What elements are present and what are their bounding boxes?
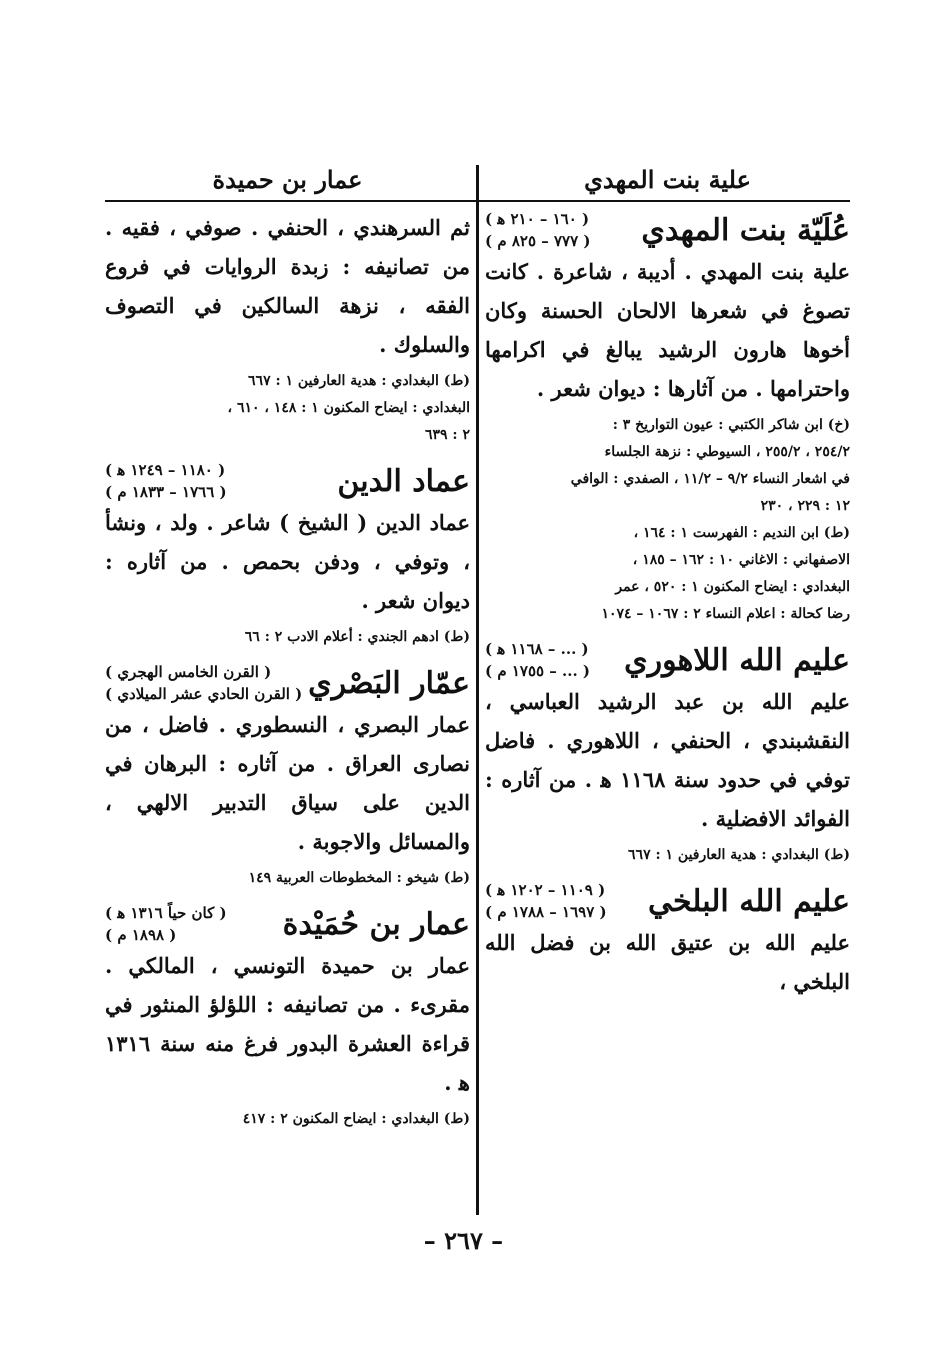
continued-references	[105, 368, 470, 449]
continued-entry	[105, 208, 470, 449]
entry-text: علية بنت المهدي . أديبة ، شاعرة . كانت تصوغ في شعرها الالحان الحسنة وكان أخوها هارون الرشيد يبالغ في اكرامها واحترامها . من آثارها : ديوان شعر .	[485, 259, 850, 401]
entry-text: عليم الله بن عبد الرشيد العباسي ، النقشبندي ، الحنفي ، اللاهوري . فاضل توفي في حدود سنة ١١٦٨ ﻫ . من آثاره : الفوائد الافضلية .	[485, 689, 850, 831]
entry-ammar-basri	[105, 661, 470, 892]
reference-line: رضا كحالة : اعلام النساء ٢ : ١٠٦٧ – ١٠٧٤	[601, 606, 850, 622]
left-column-header: عمار بن حميدة	[212, 165, 363, 194]
entry-name: عليم الله اللاهوري	[624, 642, 850, 678]
entry-name: عمار بن حُمَيْدة	[282, 906, 470, 942]
entry-heading	[485, 208, 850, 252]
entry-dates	[105, 902, 227, 946]
entry-references	[105, 1106, 470, 1133]
page-number: – ٢٦٧ –	[423, 1226, 504, 1255]
gregorian-date: ( ... – ١٧٥٥ م )	[485, 662, 591, 680]
reference-line: البغدادي : ايضاح المكنون ١ : ٥٢٠ ، عمر	[615, 579, 850, 595]
entry-references	[105, 865, 470, 892]
entry-name: عماد الدين	[337, 463, 470, 499]
right-column-header: علية بنت المهدي	[584, 165, 751, 194]
reference-line: ٢ : ٦٣٩	[424, 427, 470, 443]
left-column	[105, 160, 470, 1143]
entry-heading	[105, 459, 470, 503]
hijri-date: ( القرن الخامس الهجري )	[105, 663, 272, 681]
hijri-date: ( ١١٠٩ – ١٢٠٢ ﻫ )	[485, 881, 606, 899]
hijri-date: ( ... – ١١٦٨ ﻫ )	[485, 640, 589, 658]
entry-dates	[105, 459, 227, 503]
reference-line: (ط) البغدادي : هدية العارفين ١ : ٦٦٧	[248, 373, 470, 389]
gregorian-date: ( القرن الحادي عشر الميلادي )	[105, 685, 303, 703]
entry-heading	[485, 638, 850, 682]
reference-line: (ط) البغدادي : ايضاح المكنون ٢ : ٤١٧	[242, 1111, 470, 1127]
reference-line: (ط) ادهم الجندي : أعلام الادب ٢ : ٦٦	[244, 629, 470, 645]
entry-text: عماد الدين ( الشيخ ) شاعر . ولد ، ونشأ ، وتوفي ، ودفن بحمص . من آثاره : ديوان شعر .	[105, 510, 470, 613]
hijri-date: ( ١١٨٠ – ١٢٤٩ ﻫ )	[105, 461, 226, 479]
entry-heading	[485, 879, 850, 923]
entry-dates	[485, 638, 590, 682]
gregorian-date: ( ١٨٩٨ م )	[105, 926, 177, 944]
entry-dates	[485, 879, 607, 923]
gregorian-date: ( ١٦٩٧ – ١٧٨٨ م )	[485, 903, 607, 921]
reference-line: (ط) ابن النديم : الفهرست ١ : ١٦٤ ،	[633, 525, 850, 541]
reference-line: الاصفهاني : الاغاني ١٠ : ١٦٢ – ١٨٥ ،	[632, 552, 850, 568]
entry-alimullah-balkhi	[485, 879, 850, 1001]
reference-line: ٢٥٤/٢ ، ٢٥٥/٢ ، السيوطي : نزهة الجلساء	[604, 444, 850, 460]
reference-line: ١٢ : ٢٢٩ ، ٢٣٠	[760, 498, 850, 514]
gregorian-date: ( ١٧٦٦ – ١٨٣٣ م )	[105, 483, 227, 501]
entry-references	[485, 412, 850, 628]
reference-line: (ط) شيخو : المخطوطات العربية ١٤٩	[248, 870, 470, 886]
entry-heading	[105, 902, 470, 946]
entry-references	[105, 624, 470, 651]
entry-ammar-ibn-humayda	[105, 902, 470, 1133]
entry-text: عمار البصري ، النسطوري . فاضل ، من نصارى العراق . من آثاره : البرهان في الدين على سياق التدبير الالهي ، والمسائل والاجوبة .	[105, 712, 470, 854]
entry-olayya	[485, 208, 850, 628]
entry-text: عليم الله بن عتيق الله بن فضل الله البلخي ،	[485, 930, 850, 994]
hijri-date: ( ١٦٠ – ٢١٠ ﻫ )	[485, 210, 590, 228]
right-column	[485, 160, 850, 1001]
reference-line: (ط) البغدادي : هدية العارفين ١ : ٦٦٧	[628, 847, 850, 863]
entry-name: عمّار البَصْري	[308, 665, 470, 701]
entry-alimullah-lahori	[485, 638, 850, 869]
entry-dates	[105, 661, 302, 705]
entry-name: عليم الله البلخي	[647, 883, 850, 919]
entry-heading	[105, 661, 470, 705]
hijri-date: ( كان حياً ١٣١٦ ﻫ )	[105, 904, 227, 922]
column-divider	[476, 165, 479, 1215]
entry-text: عمار بن حميدة التونسي ، المالكي . مقرىء . من تصانيفه : اللؤلؤ المنثور في قراءة العشرة البدور فرغ منه سنة ١٣١٦ ﻫ .	[105, 953, 470, 1095]
entry-dates	[485, 208, 590, 252]
continued-text: ثم السرهندي ، الحنفي . صوفي ، فقيه . من تصانيفه : زبدة الروايات في فروع الفقه ، نزهة السالكين في التصوف والسلوك .	[105, 215, 470, 357]
reference-line: البغدادي : ايضاح المكنون ١ : ١٤٨ ، ٦١٠ ،	[227, 400, 470, 416]
reference-line: في اشعار النساء ٩/٢ – ١١/٢ ، الصفدي : الوافي	[570, 471, 850, 487]
entry-imad-al-din	[105, 459, 470, 651]
right-header-rule	[479, 200, 850, 202]
gregorian-date: ( ٧٧٧ – ٨٢٥ م )	[485, 232, 591, 250]
reference-line: (خ) ابن شاكر الكتبي : عيون التواريخ ٣ :	[612, 417, 850, 433]
left-header-rule	[105, 200, 476, 202]
entry-name: عُلَيّة بنت المهدي	[641, 212, 850, 248]
entry-references	[485, 842, 850, 869]
